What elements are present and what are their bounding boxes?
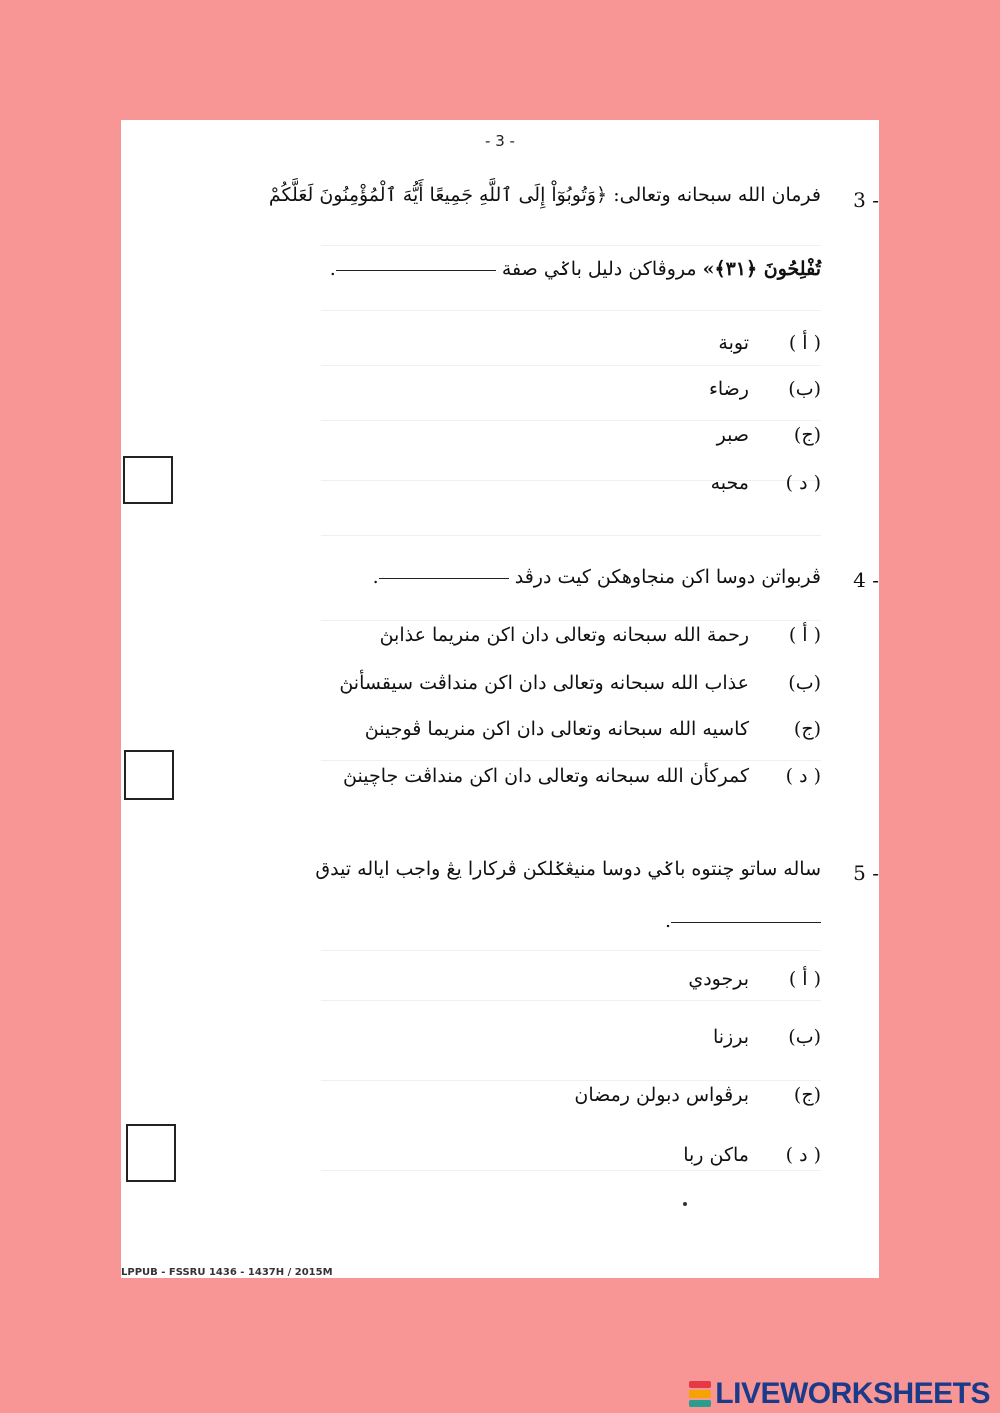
question-3-answer-box[interactable]: [123, 456, 173, 504]
option-label: ( د ): [785, 765, 821, 787]
brand-icon-bar: [689, 1381, 711, 1388]
question-5-answer-box[interactable]: [126, 1124, 176, 1182]
period: .: [372, 566, 379, 588]
option-text: برزنا: [712, 1026, 749, 1048]
brand-icon-bar: [689, 1390, 711, 1397]
question-5-option-c: [574, 1084, 821, 1106]
question-3-option-a: [718, 332, 821, 354]
question-5-option-a: [688, 968, 821, 990]
option-label: ( د ): [785, 472, 821, 494]
page-number: - 3 -: [485, 132, 515, 150]
option-label: (ب): [788, 378, 821, 400]
answer-blank: [379, 577, 509, 579]
liveworksheets-logo: [689, 1377, 990, 1411]
answer-blank: [336, 269, 496, 271]
option-label: (ب): [788, 1026, 821, 1048]
question-3-prompt: مروڤاكن دليل باݢي صفة: [501, 258, 697, 280]
question-4-option-a: [380, 624, 821, 646]
option-label: (ج): [793, 718, 821, 740]
option-text: رضاء: [708, 378, 749, 400]
question-4-answer-box[interactable]: [124, 750, 174, 800]
show-through-line: [321, 365, 821, 366]
option-text: صبر: [716, 424, 749, 446]
footer-code: LPPUB - FSSRU 1436 - 1437H / 2015M: [121, 1267, 333, 1278]
option-label: ( أ ): [788, 624, 821, 646]
question-3-number: 3 -: [853, 188, 879, 212]
question-5-option-d: [683, 1144, 821, 1166]
option-label: (ج): [793, 1084, 821, 1106]
question-4-option-b: [339, 672, 821, 694]
question-3-option-c: [717, 424, 821, 446]
option-text: برڤواس دبولن رمضان: [574, 1084, 749, 1106]
option-label: (ج): [793, 424, 821, 446]
show-through-line: [321, 245, 821, 246]
question-5-option-b: [713, 1026, 821, 1048]
option-label: ( أ ): [788, 332, 821, 354]
show-through-line: [321, 310, 821, 311]
question-5-line-1: ساله ساتو چنتوه باݢي دوسا منيڠݢلكن ڤركارا يڠ واجب اياله تيدق: [315, 858, 821, 880]
show-through-line: [321, 535, 821, 536]
question-3-line-1: فرمان الله سبحانه وتعالى: ﴿وَتُوبُوٓاْ إِلَى ٱللَّهِ جَمِيعًا أَيُّهَ ٱلْمُؤْمِنُونَ لَعَلَّكُمْ: [268, 184, 821, 206]
show-through-line: [321, 1170, 821, 1171]
question-5-line-2: [665, 910, 821, 932]
question-5-number: 5 -: [853, 861, 879, 885]
show-through-line: [321, 1000, 821, 1001]
question-4-option-c: [365, 718, 821, 740]
show-through-line: [321, 620, 821, 621]
option-text: عذاب الله سبحانه وتعالى دان اكن منداڤت سيقسأنڽ: [339, 672, 749, 694]
liveworksheets-wordmark: LIVEWORKSHEETS: [715, 1377, 990, 1410]
question-4-number: 4 -: [853, 568, 879, 592]
option-text: برجودي: [688, 968, 749, 990]
question-4-line-1: [373, 566, 821, 588]
quran-verse-end: تُفْلِحُونَ ﴿٣١﴾»: [702, 258, 821, 280]
worksheet-page: [121, 120, 879, 1278]
answer-blank: [671, 921, 821, 923]
question-4-option-d: [343, 765, 821, 787]
question-3-option-b: [709, 378, 821, 400]
show-through-line: [321, 950, 821, 951]
option-text: ماكن ربا: [683, 1144, 749, 1166]
period: .: [664, 910, 671, 932]
option-label: ( أ ): [788, 968, 821, 990]
option-label: (ب): [788, 672, 821, 694]
brand-icon-bar: [689, 1400, 711, 1407]
option-text: كاسيه الله سبحانه وتعالى دان اكن منريما ڤوجينڽ: [364, 718, 749, 740]
question-3-line-2: [330, 258, 821, 280]
option-text: رحمة الله سبحانه وتعالى دان اكن منريما عذابڽ: [379, 624, 749, 646]
period: .: [329, 258, 336, 280]
option-text: محبه: [710, 472, 749, 494]
option-text: توبة: [718, 332, 749, 354]
option-text: كمركأن الله سبحانه وتعالى دان اكن منداڤت جاچينڽ: [343, 765, 749, 787]
option-label: ( د ): [785, 1144, 821, 1166]
ink-speck: [683, 1202, 687, 1206]
question-4-prompt: ڤربواتن دوسا اكن منجاوهكن كيت درڤد: [514, 566, 821, 588]
show-through-line: [321, 1080, 821, 1081]
show-through-line: [321, 420, 821, 421]
show-through-line: [321, 760, 821, 761]
question-3-option-d: [711, 472, 821, 494]
liveworksheets-icon: [689, 1381, 711, 1407]
